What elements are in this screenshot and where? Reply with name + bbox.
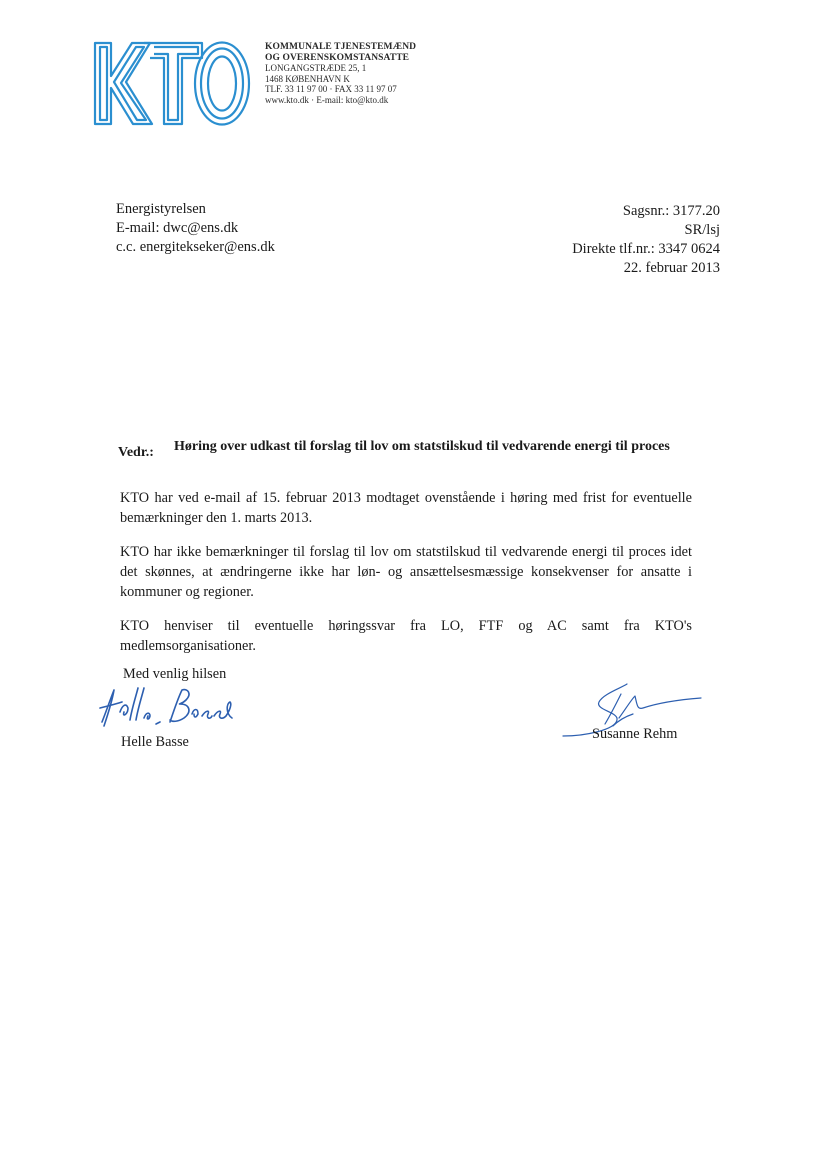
org-web-email: www.kto.dk · E-mail: kto@kto.dk (265, 94, 389, 105)
closing-phrase: Med venlig hilsen (123, 666, 227, 682)
body-paragraph-1: KTO har ved e-mail af 15. februar 2013 modtaget ovenstående i høring med frist for eventuelle bemærkninger den 1. marts 2013. (120, 490, 692, 526)
signatory-name-right: Susanne Rehm (592, 726, 678, 742)
recipient-name: Energistyrelsen (116, 201, 206, 217)
recipient-block (116, 200, 275, 257)
org-street: LONGANGSTRÆDE 25, 1 (265, 63, 367, 73)
org-name-line-1: KOMMUNALE TJENESTEMÆND (265, 42, 417, 52)
initials: SR/lsj (684, 222, 720, 238)
signature-helle-basse (92, 682, 242, 732)
reference-block (572, 202, 720, 278)
direct-phone: Direkte tlf.nr.: 3347 0624 (572, 241, 720, 257)
body-paragraph-2: KTO har ikke bemærkninger til forslag til lov om statstilskud til vedvarende energi til proces idet det skønnes, at ændringerne ikke har løn- og ansættelsesmæssige konsekvenser for ansatte i kommuner og regioner. (120, 544, 692, 600)
letter-date: 22. februar 2013 (623, 260, 720, 276)
recipient-cc: c.c. energitekseker@ens.dk (116, 239, 275, 255)
org-city: 1468 KØBENHAVN K (265, 73, 350, 84)
organization-address (265, 42, 465, 105)
recipient-email: E-mail: dwc@ens.dk (116, 220, 239, 236)
body-paragraph-3: KTO henviser til eventuelle høringssvar fra LO, FTF og AC samt fra KTO's medlemsorganisationer. (120, 618, 692, 654)
subject-text: Høring over udkast til forslag til lov om statstilskud til vedvarende energi til proces (174, 439, 670, 454)
signatory-name-left: Helle Basse (121, 734, 189, 750)
letterhead (92, 38, 452, 130)
case-number: Sagsnr.: 3177.20 (622, 203, 720, 219)
org-phone-fax: TLF. 33 11 97 00 · FAX 33 11 97 07 (265, 84, 397, 94)
org-name-line-2: OG OVERENSKOMSTANSATTE (265, 52, 410, 63)
subject-label: Vedr.: (118, 445, 154, 460)
kto-logo (92, 38, 252, 128)
